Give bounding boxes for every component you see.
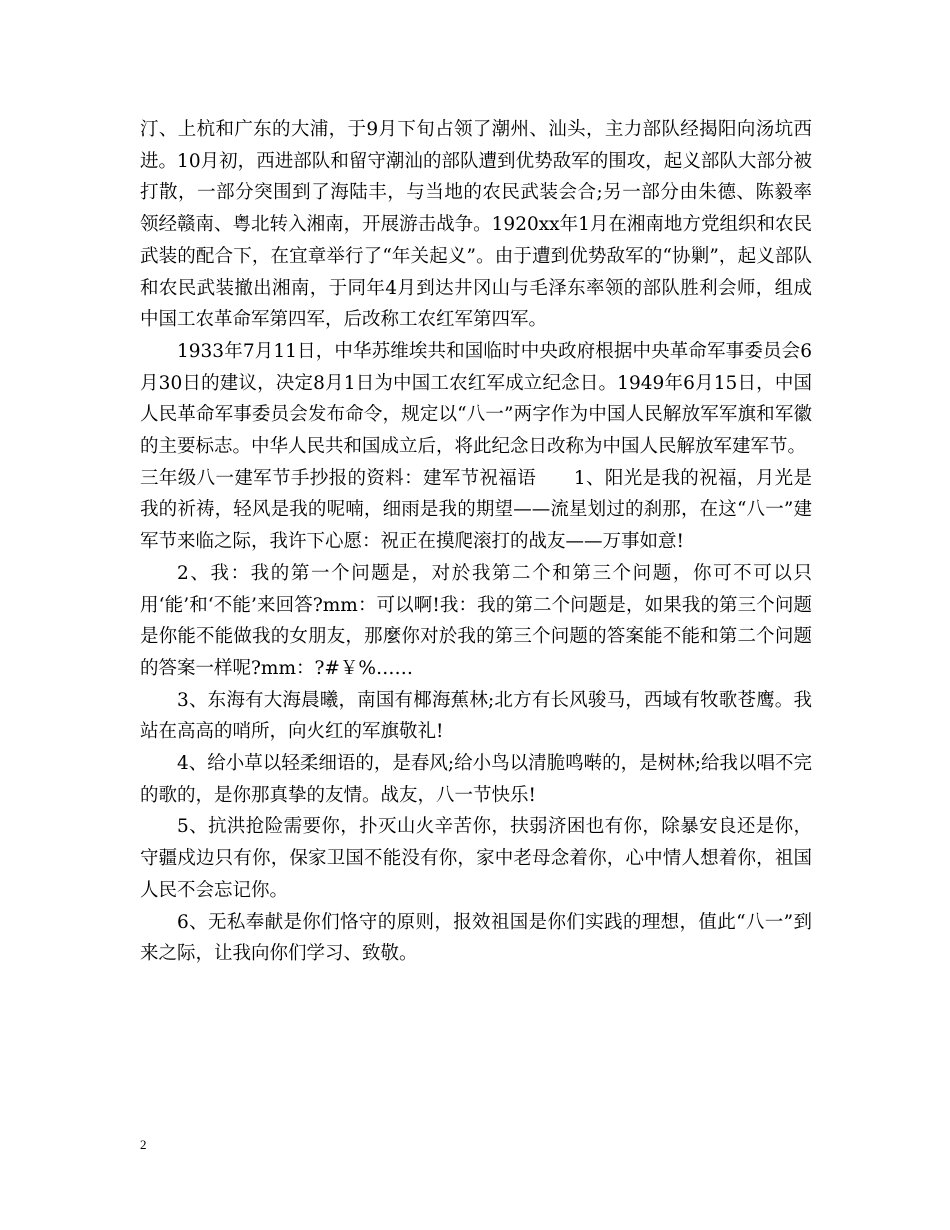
- paragraph-3: 三年级八一建军节手抄报的资料：建军节祝福语 1、阳光是我的祝福，月光是我的祈祷，轻风是我的呢喃，细雨是我的期望——流星划过的刹那，在这“八一”建军节来临之际，我许下心愿：祝正在摸爬滚打的战友——万事如意!: [140, 467, 812, 553]
- paragraph-8: 6、无私奉献是你们恪守的原则，报效祖国是你们实践的理想，值此“八一”到来之际，让我向你们学习、致敬。: [140, 911, 812, 965]
- paragraph-2: 1933年7月11日，中华苏维埃共和国临时中央政府根据中央革命军事委员会6月30日的建议，决定8月1日为中国工农红军成立纪念日。1949年6月15日，中国人民革命军事委员会发布命令，规定以“八一”两字作为中国人民解放军军旗和军徽的主要标志。中华人民共和国成立后，将此纪念日改称为中国人民解放军建军节。: [140, 340, 812, 458]
- page-number: 2: [140, 1137, 147, 1152]
- paragraph-5: 3、东海有大海晨曦，南国有椰海蕉林;北方有长风骏马，西域有牧歌苍鹰。我站在高高的哨所，向火红的军旗敬礼!: [140, 689, 812, 743]
- paragraph-1: 汀、上杭和广东的大浦，于9月下旬占领了潮州、汕头，主力部队经揭阳向汤坑西进。10月初，西进部队和留守潮汕的部队遭到优势敌军的围攻，起义部队大部分被打散，一部分突围到了海陆丰，与当地的农民武装会合;另一部分由朱德、陈毅率领经赣南、粤北转入湘南，开展游击战争。1920xx年1月在湘南地方党组织和农民武装的配合下，在宜章举行了“年关起义”。由于遭到优势敌军的“协剿”，起义部队和农民武装撤出湘南，于同年4月到达井冈山与毛泽东率领的部队胜利会师，组成中国工农革命军第四军，后改称工农红军第四军。: [140, 119, 812, 331]
- paragraph-7: 5、抗洪抢险需要你，扑灭山火辛苦你，扶弱济困也有你，除暴安良还是你，守疆戍边只有你，保家卫国不能没有你，家中老母念着你，心中情人想着你，祖国人民不会忘记你。: [140, 816, 812, 901]
- paragraph-6: 4、给小草以轻柔细语的，是春风;给小鸟以清脆鸣啭的，是树林;给我以唱不完的歌的，是你那真挚的友情。战友，八一节快乐!: [140, 753, 812, 806]
- paragraph-4: 2、我：我的第一个问题是，对於我第二个和第三个问题，你可不可以只用‘能’和‘不能’来回答?mm：可以啊!我：我的第二个问题是，如果我的第三个问题是你能不能做我的女朋友，那麼你对於我的第三个问题的答案能不能和第二个问题的答案一样呢?mm：?#￥%……: [140, 562, 812, 679]
- document-body: [140, 114, 812, 970]
